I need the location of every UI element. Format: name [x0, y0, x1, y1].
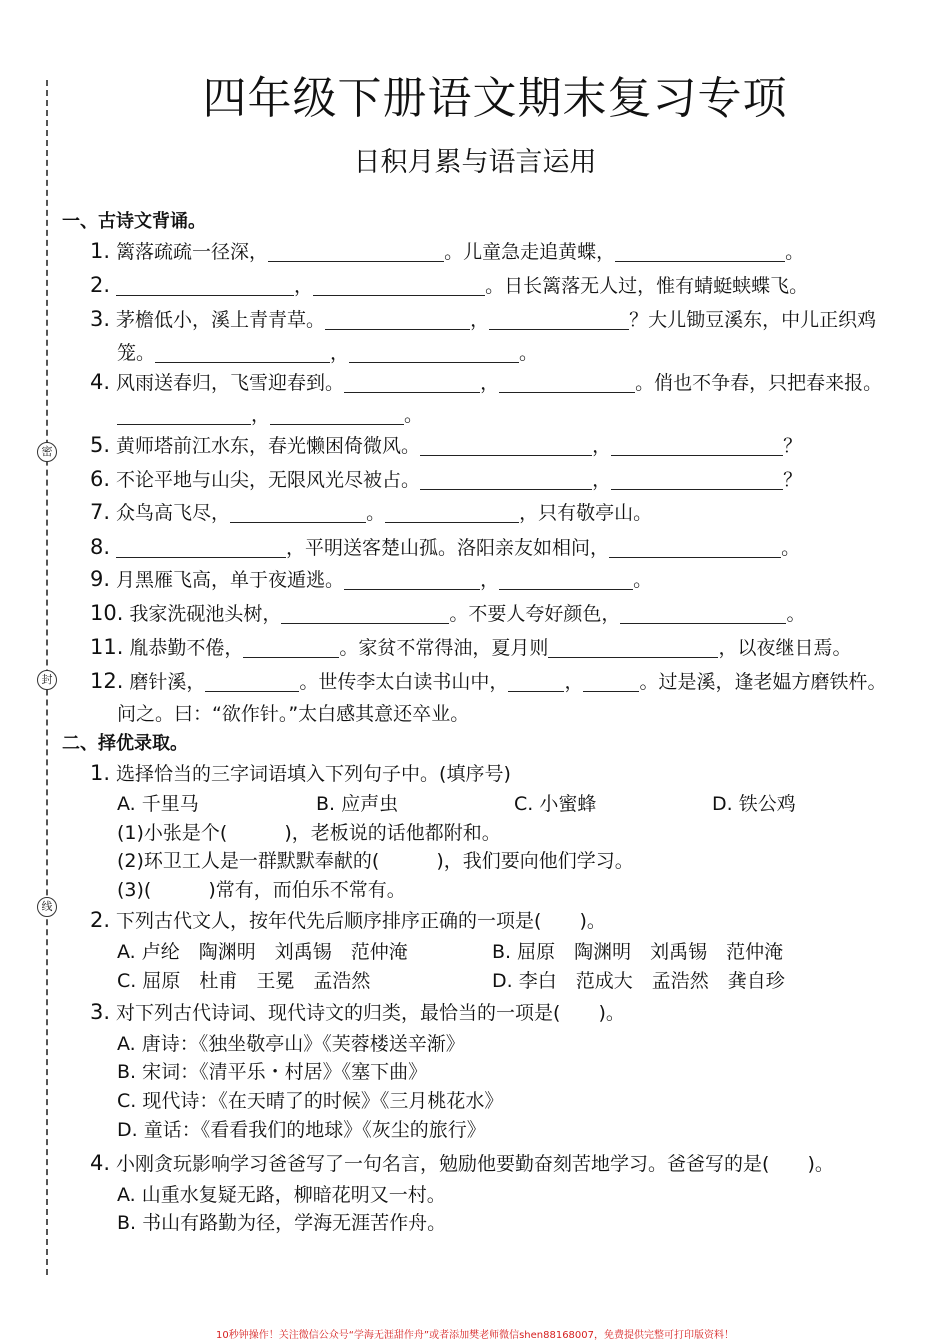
option-c[interactable]: C. 小蜜蜂 — [514, 793, 597, 815]
option-b[interactable]: B. 屈原 陶渊明 刘禹锡 范仲淹 — [492, 941, 784, 963]
answer-blank[interactable] — [385, 503, 519, 523]
fill-sentence: (1)小张是个( )，老板说的话他都附和。 — [117, 822, 501, 844]
question-line: 2. ， 。日长篱落无人过，惟有蜻蜓蛱蝶飞。 — [90, 273, 809, 297]
answer-blank[interactable] — [116, 276, 294, 296]
answer-blank[interactable] — [489, 310, 629, 330]
answer-blank[interactable] — [313, 276, 485, 296]
answer-blank[interactable] — [155, 343, 330, 363]
answer-blank[interactable] — [420, 470, 592, 490]
answer-blank[interactable] — [499, 373, 635, 393]
answer-blank[interactable] — [117, 405, 251, 425]
answer-blank[interactable] — [611, 436, 783, 456]
answer-blank[interactable] — [609, 538, 781, 558]
question-line: 4. 小刚贪玩影响学习爸爸写了一句名言，勉励他要勤奋刻苦地学习。爸爸写的是( )。 — [90, 1151, 834, 1175]
option-d[interactable]: D. 李白 范成大 孟浩然 龚自珍 — [492, 970, 785, 992]
page-title: 四年级下册语文期末复习专项 — [202, 73, 788, 124]
question-line: 3. 对下列古代诗词、现代诗文的归类，最恰当的一项是( )。 — [90, 1000, 625, 1024]
question-line: 6. 不论平地与山尖，无限风光尽被占。 ， ？ — [90, 467, 803, 491]
question-line: 4. 风雨送春归，飞雪迎春到。 ， 。俏也不争春，只把春来报。 — [90, 370, 883, 394]
seal-mark: 密 — [37, 442, 57, 462]
seal-mark: 线 — [37, 897, 57, 917]
question-line: 1. 选择恰当的三字词语填入下列句子中。(填序号) — [90, 761, 511, 785]
answer-blank[interactable] — [349, 343, 519, 363]
option-c[interactable]: C. 屈原 杜甫 王冕 孟浩然 — [117, 970, 371, 992]
answer-blank[interactable] — [325, 310, 470, 330]
question-line: 问之。曰：“欲作针。”太白感其意还卒业。 — [117, 703, 470, 725]
answer-blank[interactable] — [420, 436, 592, 456]
answer-blank[interactable] — [583, 672, 639, 692]
fill-sentence: (2)环卫工人是一群默默奉献的( )，我们要向他们学习。 — [117, 850, 634, 872]
answer-blank[interactable] — [508, 672, 564, 692]
question-line: 12. 磨针溪， 。世传李太白读书山中， ， 。过是溪，逢老媪方磨铁杵。 — [90, 669, 887, 693]
option-d[interactable]: D. 铁公鸡 — [712, 793, 796, 815]
question-line: 笼。 ， 。 — [117, 342, 539, 364]
answer-blank[interactable] — [205, 672, 299, 692]
question-line: 2. 下列古代文人，按年代先后顺序排序正确的一项是( )。 — [90, 908, 606, 932]
answer-blank[interactable] — [281, 604, 449, 624]
question-line: 11. 胤恭勤不倦， 。家贫不常得油，夏月则 ，以夜继日焉。 — [90, 635, 852, 659]
answer-blank[interactable] — [243, 638, 339, 658]
answer-blank[interactable] — [268, 242, 444, 262]
answer-blank[interactable] — [620, 604, 786, 624]
fill-sentence: (3)( )常有，而伯乐不常有。 — [117, 879, 406, 901]
seal-mark: 封 — [37, 670, 57, 690]
footer-note: 10秒钟操作！关注微信公众号“学海无涯甜作舟”或者添加樊老师微信shen88168007，免费提供完整可打印版资料！ — [215, 1330, 735, 1341]
answer-blank[interactable] — [344, 373, 480, 393]
question-line: 10. 我家洗砚池头树， 。不要人夸好颜色， 。 — [90, 601, 806, 625]
answer-blank[interactable] — [548, 638, 718, 658]
option-c[interactable]: C. 现代诗：《在天晴了的时候》《三月桃花水》 — [117, 1090, 504, 1112]
option-a[interactable]: A. 山重水复疑无路，柳暗花明又一村。 — [117, 1184, 446, 1206]
option-b[interactable]: B. 书山有路勤为径，学海无涯苦作舟。 — [117, 1212, 447, 1234]
question-line: ， 。 — [117, 400, 423, 427]
answer-blank[interactable] — [230, 503, 366, 523]
option-d[interactable]: D. 童话：《看看我们的地球》《灰尘的旅行》 — [117, 1119, 486, 1141]
question-line: 9. 月黑雁飞高，单于夜遁逃。 ， 。 — [90, 567, 653, 591]
page-subtitle: 日积月累与语言运用 — [353, 147, 597, 178]
question-line: 8. ，平明送客楚山孤。洛阳亲友如相问， 。 — [90, 535, 801, 559]
answer-blank[interactable] — [270, 405, 404, 425]
question-line: 5. 黄师塔前江水东，春光懒困倚微风。 ， ？ — [90, 433, 803, 457]
option-a[interactable]: A. 卢纶 陶渊明 刘禹锡 范仲淹 — [117, 941, 408, 963]
option-a[interactable]: A. 唐诗：《独坐敬亭山》《芙蓉楼送辛渐》 — [117, 1033, 465, 1055]
answer-blank[interactable] — [499, 570, 633, 590]
answer-blank[interactable] — [615, 242, 785, 262]
section-heading: 二、择优录取。 — [62, 733, 188, 754]
question-line: 1. 篱落疏疏一径深， 。儿童急走追黄蝶， 。 — [90, 239, 805, 263]
answer-blank[interactable] — [611, 470, 783, 490]
question-line: 7. 众鸟高飞尽， 。 ，只有敬亭山。 — [90, 500, 653, 524]
question-line: 3. 茅檐低小，溪上青青草。 ， ？大儿锄豆溪东，中儿正织鸡 — [90, 307, 877, 331]
option-b[interactable]: B. 应声虫 — [316, 793, 399, 815]
answer-blank[interactable] — [344, 570, 480, 590]
answer-blank[interactable] — [116, 538, 286, 558]
section-heading: 一、古诗文背诵。 — [62, 211, 206, 232]
option-a[interactable]: A. 千里马 — [117, 793, 199, 815]
option-b[interactable]: B. 宋词：《清平乐・村居》《塞下曲》 — [117, 1061, 428, 1083]
